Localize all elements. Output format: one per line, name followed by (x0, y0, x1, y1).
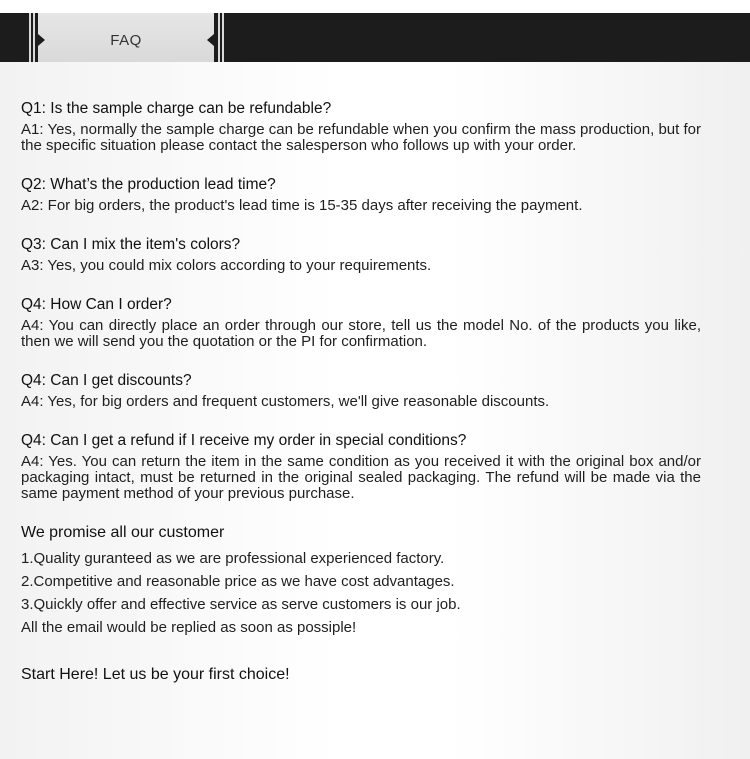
tab-arrow-right-icon (38, 34, 45, 46)
faq-item (21, 296, 701, 350)
promise-item: All the email would be replied as soon as possiple! (21, 619, 357, 636)
promise-item: 1.Quality guranteed as we are professional experienced factory. (21, 550, 445, 567)
header-divider (33, 13, 35, 62)
faq-question: Q4: Can I get a refund if I receive my order in special conditions? (21, 432, 467, 449)
faq-answer: A3: Yes, you could mix colors according to your requirements. (21, 257, 432, 274)
promise-section (21, 524, 701, 639)
faq-tab (38, 13, 214, 62)
promise-item: 3.Quickly offer and effective service as serve customers is our job. (21, 596, 461, 613)
faq-answer: A1: Yes, normally the sample charge can be refundable when you confirm the mass production, but for the specific situation please contact the salesperson who follows up with your order. (21, 121, 701, 154)
faq-question: Q3: Can I mix the item's colors? (21, 236, 241, 253)
header-divider (222, 13, 224, 62)
faq-answer: A4: Yes, for big orders and frequent customers, we'll give reasonable discounts. (21, 393, 550, 410)
header-divider (29, 13, 31, 62)
faq-question: Q2: What’s the production lead time? (21, 176, 276, 193)
faq-question: Q4: Can I get discounts? (21, 372, 192, 389)
faq-item (21, 372, 701, 410)
faq-item (21, 432, 701, 502)
promise-title: We promise all our customer (21, 524, 225, 541)
closing-line: Start Here! Let us be your first choice! (21, 666, 290, 683)
faq-content (21, 100, 701, 684)
faq-item (21, 100, 701, 154)
faq-question: Q1: Is the sample charge can be refundable? (21, 100, 332, 117)
faq-answer: A4: Yes. You can return the item in the same condition as you received it with the original box and/or packaging intact, must be returned in the original sealed packaging. The refund will be made via the same payment method of your previous purchase. (21, 453, 701, 502)
faq-item (21, 176, 701, 214)
faq-question: Q4: How Can I order? (21, 296, 172, 313)
faq-item (21, 236, 701, 274)
promise-item: 2.Competitive and reasonable price as we have cost advantages. (21, 573, 455, 590)
header-divider (218, 13, 220, 62)
tab-arrow-left-icon (207, 34, 214, 46)
faq-answer: A4: You can directly place an order through our store, tell us the model No. of the products you like, then we will send you the quotation or the PI for confirmation. (21, 317, 701, 350)
faq-answer: A2: For big orders, the product's lead time is 15-35 days after receiving the payment. (21, 197, 583, 214)
faq-tab-label: FAQ (110, 32, 142, 49)
top-strip (0, 0, 750, 13)
